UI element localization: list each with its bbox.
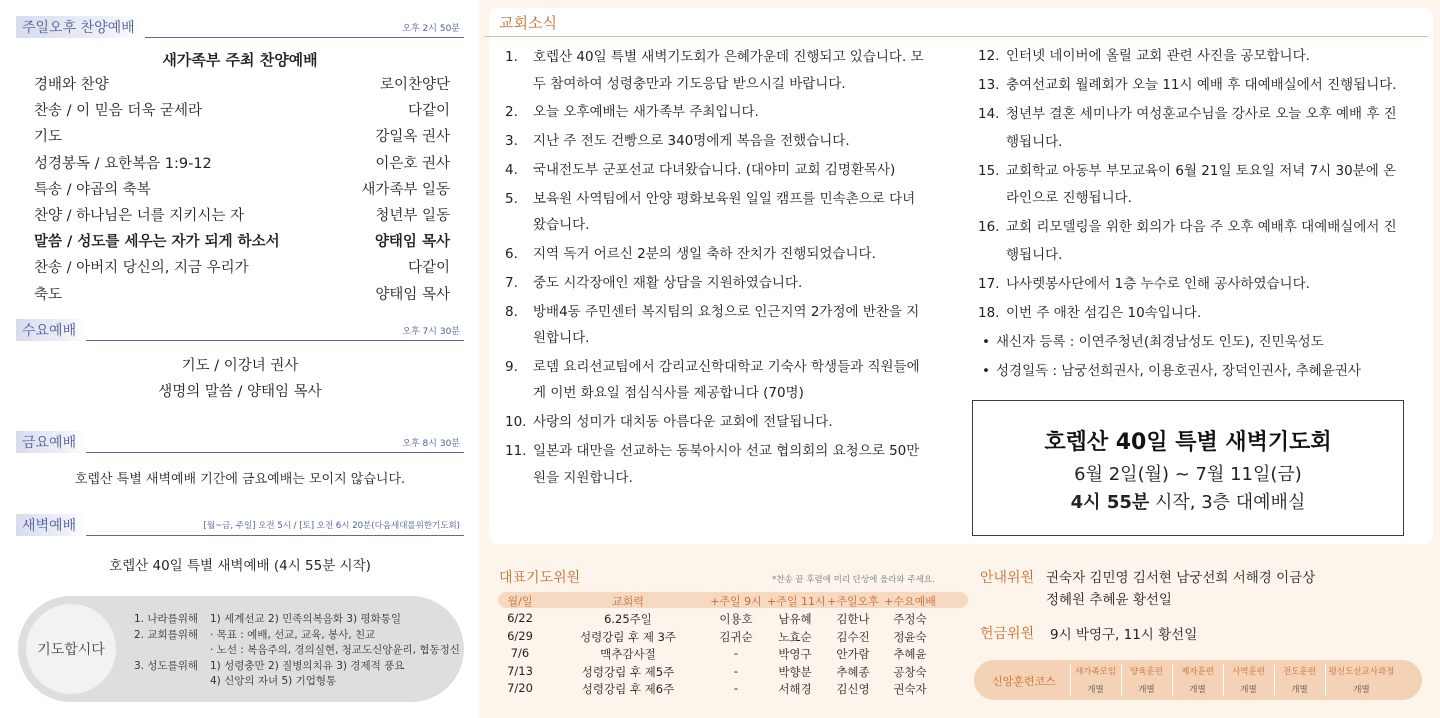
order-item: 기도 xyxy=(34,129,63,146)
prayers-header-cell: 월/일 xyxy=(507,595,533,608)
guide-line-2: 정혜원 추혜윤 황선일 xyxy=(1046,592,1172,608)
training-item xyxy=(1223,664,1273,696)
order-row xyxy=(34,99,450,123)
prayers-note: *찬송 끝 후렴에 미리 단상에 올라와 주세요. xyxy=(772,575,935,585)
news-item-line: 교회학교 아동부 부모교육이 6월 21일 토요일 저녁 7시 30분에 온 xyxy=(1006,162,1397,179)
prayers-cell: 이용호 xyxy=(719,612,753,626)
news-item-line: 교회 리모델링을 위한 회의가 다음 주 오후 예배후 대예배실에서 진 xyxy=(1006,219,1397,235)
order-leader: 청년부 일동 xyxy=(375,208,450,224)
news-item-line: 왔습니다. xyxy=(533,217,590,234)
order-row xyxy=(34,125,450,149)
news-item-number: 3. xyxy=(505,133,518,150)
news-item-number: 6. xyxy=(505,246,518,262)
news-item-number: 7. xyxy=(505,274,518,291)
prayers-header-cell: +주일오후 xyxy=(827,595,879,608)
news-item-line: 새신자 등록 : 이연주청년(최경남성도 인도), 진민욱성도 xyxy=(996,333,1324,350)
prayers-cell: 박영구 xyxy=(778,647,812,661)
prayers-title: 대표기도위원 xyxy=(499,570,581,586)
news-item-number: 18. xyxy=(978,304,1000,321)
prayer-line xyxy=(134,627,375,642)
order-leader: 새가족부 일동 xyxy=(361,181,450,198)
news-item-line: 성경일독 : 남궁선희권사, 이용호권사, 장덕인권사, 추혜윤권사 xyxy=(996,362,1361,379)
order-row xyxy=(34,178,450,202)
news-item-number: 1. xyxy=(505,49,518,65)
prayer-line-text: 1) 세계선교 2) 민족의복음화 3) 평화통일 xyxy=(210,613,402,625)
training-item-value: 개별 xyxy=(1087,685,1104,695)
news-item-line: 행됩니다. xyxy=(1006,133,1063,150)
prayers-header-cell: +주일 9시 xyxy=(710,595,762,608)
order-row xyxy=(34,230,450,254)
news-item-number: 14. xyxy=(978,106,1000,122)
prayer-line-key: 2. 교회를위해 xyxy=(134,628,199,641)
prayers-cell: 6/22 xyxy=(507,611,533,625)
prayer-line xyxy=(134,673,336,688)
dawn-header xyxy=(16,514,464,536)
prayers-cell: 권숙자 xyxy=(893,682,927,696)
prayers-cell: - xyxy=(733,646,739,660)
news-item-line: 일본과 대만을 선교하는 동북아시아 선교 협의회의 요청으로 50만 xyxy=(533,443,920,459)
prayers-cell: 성령강림 후 제6주 xyxy=(581,682,675,696)
prayers-cell: 6/29 xyxy=(507,628,533,643)
prayer-line xyxy=(134,611,401,626)
prayers-cell: 추혜종 xyxy=(836,664,870,679)
order-item: 말씀 / 성도를 세우는 자가 되게 하소서 xyxy=(34,234,280,251)
news-item-number: • xyxy=(982,362,990,379)
news-item-line: 방배4동 주민센터 복지팀의 요청으로 인근지역 2가정에 반찬을 지 xyxy=(533,303,920,320)
news-item-line: 게 이번 화요일 점심식사를 제공합니다 (70명) xyxy=(533,385,804,402)
prayer-line xyxy=(134,642,460,657)
training-item-title: 평신도선교사과정 xyxy=(1328,667,1395,677)
training-item xyxy=(1325,664,1397,696)
training-item-title: 전도훈련 xyxy=(1283,667,1316,677)
news-item-line: 로뎀 요리선교팀에서 감리교신학대학교 기숙사 학생들과 직원들에 xyxy=(533,358,920,375)
training-label: 신앙훈련코스 xyxy=(992,675,1056,688)
news-item-line: 국내전도부 군포선교 다녀왔습니다. (대야미 교회 김명환목사) xyxy=(533,161,896,178)
order-leader: 양태임 목사 xyxy=(375,286,450,303)
news-item-line: 두 참여하여 성령충만과 기도응답 받으시길 바랍니다. xyxy=(533,75,846,92)
news-item-line: 중도 시각장애인 재활 상담을 지원하였습니다. xyxy=(533,274,803,291)
prayers-cell: 7/20 xyxy=(507,681,533,695)
prayers-cell: 6.25주일 xyxy=(604,612,652,626)
prayers-header-cell: 교회력 xyxy=(612,595,644,608)
training-item-title: 양육훈련 xyxy=(1130,667,1163,677)
news-item-number: 2. xyxy=(505,104,518,121)
training-item-value: 개별 xyxy=(1291,685,1308,695)
order-item: 축도 xyxy=(34,286,63,303)
dawn-prayer-box-time-bold: 4시 55분 xyxy=(1070,492,1150,513)
news-item-number: 9. xyxy=(505,358,518,375)
news-item-number: 5. xyxy=(505,190,518,207)
guide-line-1: 권숙자 김민영 김서현 남궁선희 서해경 이금상 xyxy=(1046,570,1316,586)
prayers-cell: 안가람 xyxy=(836,647,870,661)
training-item xyxy=(1121,664,1171,696)
prayers-cell: 정윤숙 xyxy=(893,629,927,644)
fri-line-1: 호렙산 특별 새벽예배 기간에 금요예배는 모이지 않습니다. xyxy=(74,472,406,487)
news-item-line: 인터넷 네이버에 올릴 교회 관련 사진을 공모합니다. xyxy=(1006,48,1310,64)
order-leader: 다같이 xyxy=(407,103,450,120)
news-item-number: 12. xyxy=(978,48,1000,64)
dawn-prayer-box-dates: 6월 2일(월) ~ 7월 11일(금) xyxy=(1074,464,1302,485)
order-item: 특송 / 야곱의 축복 xyxy=(34,181,151,198)
news-item-number: 10. xyxy=(505,414,527,431)
wed-line-1: 기도 / 이강녀 권사 xyxy=(181,358,299,374)
sunday-pm-heading: 새가족부 주최 찬양예배 xyxy=(162,51,318,69)
fri-time: 오후 8시 30분 xyxy=(402,439,460,449)
dawn-time: [월~금, 주일] 오전 5시 / [토] 오전 6시 20분(다음세대를위한기도회) xyxy=(203,521,460,531)
prayer-panel xyxy=(18,596,464,702)
news-divider xyxy=(484,36,1428,37)
order-leader: 로이찬양단 xyxy=(379,77,450,93)
order-item: 경배와 찬양 xyxy=(34,77,109,93)
training-item-value: 개별 xyxy=(1353,685,1370,695)
prayers-cell: 김신영 xyxy=(836,682,870,696)
prayers-header-cell: +주일 11시 xyxy=(767,595,826,608)
prayers-cell: 김한나 xyxy=(836,612,870,626)
order-row xyxy=(34,204,450,228)
wed-header xyxy=(16,319,464,341)
news-item-line: 보육원 사역팀에서 안양 평화보육원 일일 캠프를 민속촌으로 다녀 xyxy=(533,190,916,207)
prayers-cell: 맥추감사절 xyxy=(600,647,656,661)
prayers-header-cell: +수요예배 xyxy=(884,595,936,608)
news-item-number: 8. xyxy=(505,303,518,320)
prayer-line-text: · 목표 : 예배, 선교, 교육, 봉사, 친교 xyxy=(210,628,376,641)
dawn-prayer-box-time-rest: 시작, 3층 대예배실 xyxy=(1149,492,1306,513)
order-row xyxy=(34,152,450,176)
news-item-number: 4. xyxy=(505,161,518,178)
news-item-line: 오늘 오후예배는 새가족부 주최입니다. xyxy=(533,104,759,121)
sunday-pm-title: 주일오후 찬양예배 xyxy=(16,16,145,38)
news-item-line: 사랑의 성미가 대치동 아름다운 교회에 전달됩니다. xyxy=(533,414,833,431)
prayers-cell: 성령강림 후 제5주 xyxy=(581,664,675,679)
prayers-cell: 7/6 xyxy=(510,646,530,660)
news-item-number: 11. xyxy=(505,443,527,459)
news-item-line: 호렙산 40일 특별 새벽기도회가 은혜가운데 진행되고 있습니다. 모 xyxy=(533,49,924,65)
prayers-cell: 김수진 xyxy=(836,629,870,644)
dawn-title: 새벽예배 xyxy=(16,514,86,536)
training-item-title: 제자훈련 xyxy=(1181,667,1214,677)
training-item-title: 사역훈련 xyxy=(1232,667,1265,677)
prayers-cell: 박향분 xyxy=(778,664,812,679)
news-item-line: 나사렛봉사단에서 1층 누수로 인해 공사하였습니다. xyxy=(1006,275,1310,292)
order-item: 찬양 / 하나님은 너를 지키시는 자 xyxy=(34,208,245,224)
training-item-value: 개별 xyxy=(1240,685,1257,695)
order-item: 찬송 / 이 믿음 더욱 굳세라 xyxy=(34,103,203,120)
news-item-line: 지역 독거 어르신 2분의 생일 축하 잔치가 진행되었습니다. xyxy=(533,246,876,262)
prayers-cell: 추혜윤 xyxy=(893,647,927,661)
training-item xyxy=(1274,664,1324,696)
news-item-line: 라인으로 진행됩니다. xyxy=(1006,190,1132,206)
news-item-line: 이번 주 애찬 섬김은 10속입니다. xyxy=(1006,304,1202,321)
sunday-pm-header xyxy=(16,16,464,38)
offering-title: 헌금위원 xyxy=(980,626,1035,642)
prayers-cell: 7/13 xyxy=(507,663,533,678)
news-item-line: 청년부 결혼 세미나가 여성훈교수님을 강사로 오늘 오후 예배 후 진 xyxy=(1006,106,1397,122)
training-item xyxy=(1070,664,1120,696)
news-item-line: 행됩니다. xyxy=(1006,246,1063,263)
training-item-value: 개별 xyxy=(1138,685,1155,695)
news-item-number: • xyxy=(982,333,990,350)
wed-line-2: 생명의 말씀 / 양태임 목사 xyxy=(158,384,322,400)
news-item-line: 원합니다. xyxy=(533,330,590,347)
order-row xyxy=(34,73,450,97)
news-item-line: 지난 주 전도 건빵으로 340명에게 복음을 전했습니다. xyxy=(533,133,850,150)
prayers-cell: 서해경 xyxy=(778,682,812,696)
order-leader: 강일옥 권사 xyxy=(375,129,450,146)
prayer-line xyxy=(134,658,404,673)
fri-header xyxy=(16,431,464,453)
prayers-cell: 공창숙 xyxy=(893,664,927,679)
dawn-prayer-box-time xyxy=(973,488,1403,514)
news-item-number: 15. xyxy=(978,162,1000,179)
training-item xyxy=(1172,664,1222,696)
fri-title: 금요예배 xyxy=(16,431,86,453)
training-bar xyxy=(974,660,1422,700)
training-item-value: 개별 xyxy=(1189,685,1206,695)
news-item-number: 13. xyxy=(978,77,1000,93)
prayer-line-text: 1) 성령충만 2) 질병의치유 3) 경제적 풍요 xyxy=(210,659,405,672)
news-item-line: 충여선교회 월례회가 오늘 11시 예배 후 대예배실에서 진행됩니다. xyxy=(1006,77,1397,93)
news-item-line: 원을 지원합니다. xyxy=(533,469,633,486)
prayer-line-text: 4) 신앙의 자녀 5) 기업형통 xyxy=(210,675,337,687)
prayer-label: 기도합시다 xyxy=(26,604,116,694)
prayers-cell: 성령강림 후 제 3주 xyxy=(579,629,677,644)
prayers-cell: 노효순 xyxy=(778,629,812,644)
wed-time: 오후 7시 30분 xyxy=(402,327,460,337)
dawn-prayer-box-title: 호렙산 40일 특별 새벽기도회 xyxy=(1044,430,1332,455)
order-row xyxy=(34,283,450,307)
prayers-cell: - xyxy=(733,681,739,695)
prayers-cell: - xyxy=(733,663,739,678)
prayers-cell: 남유혜 xyxy=(778,612,812,626)
guide-title: 안내위원 xyxy=(980,570,1035,586)
prayers-cell: 주정숙 xyxy=(893,612,927,626)
offering-text: 9시 박영구, 11시 황선일 xyxy=(1050,627,1198,643)
order-leader: 이은호 권사 xyxy=(375,155,450,172)
news-title: 교회소식 xyxy=(499,14,557,32)
prayers-cell: 김귀순 xyxy=(719,629,753,644)
prayer-line-key: 3. 성도를위해 xyxy=(134,659,199,672)
prayer-line-key: 1. 나라를위해 xyxy=(134,613,199,625)
dawn-prayer-box xyxy=(972,400,1404,536)
news-item-number: 17. xyxy=(978,275,1000,292)
dawn-line-1: 호렙산 40일 특별 새벽예배 (4시 55분 시작) xyxy=(109,558,371,574)
training-item-title: 새가족모임 xyxy=(1074,667,1117,677)
order-leader: 다같이 xyxy=(407,260,450,277)
news-item-number: 16. xyxy=(978,219,1000,235)
order-row xyxy=(34,256,450,280)
order-leader: 양태임 목사 xyxy=(374,234,450,251)
order-item: 찬송 / 아버지 당신의, 지금 우리가 xyxy=(34,260,249,277)
wed-title: 수요예배 xyxy=(16,319,86,341)
prayer-line-text: · 노선 : 복음주의, 경의실현, 청교도신앙윤리, 협동정신 xyxy=(210,644,460,656)
sunday-pm-time: 오후 2시 50분 xyxy=(402,24,460,34)
order-item: 성경봉독 / 요한복음 1:9-12 xyxy=(34,155,212,172)
